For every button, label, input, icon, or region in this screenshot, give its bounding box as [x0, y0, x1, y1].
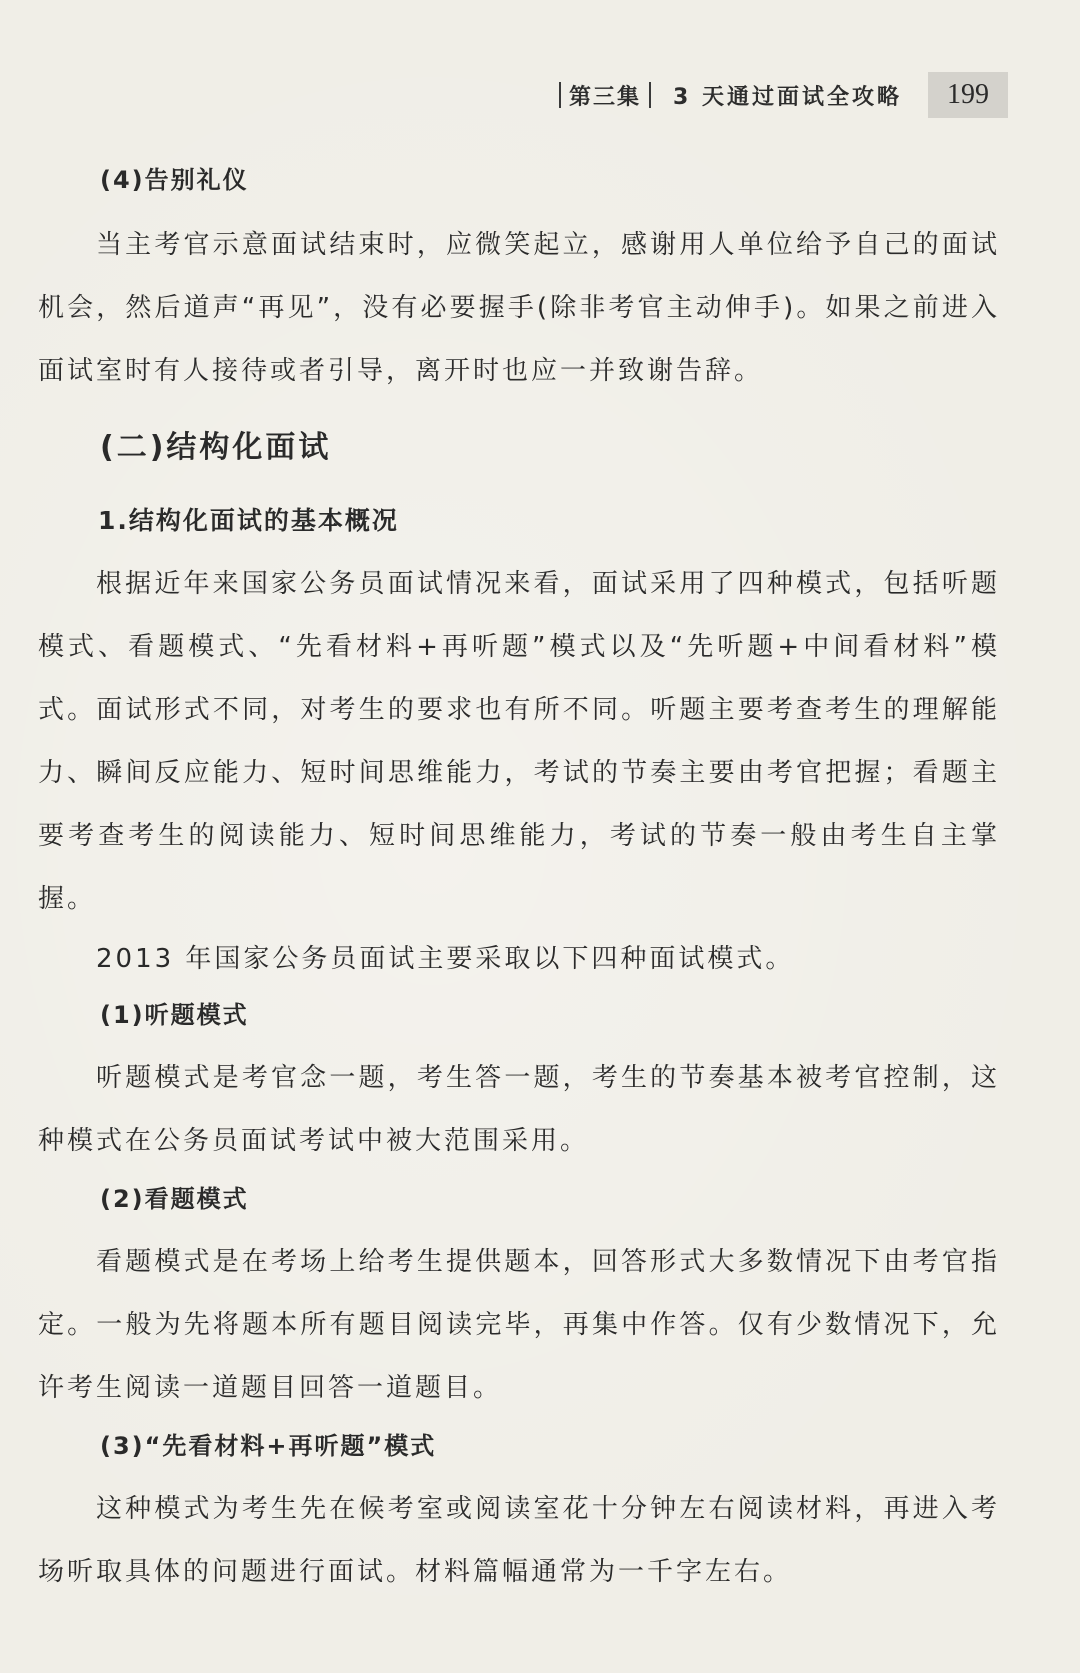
paragraph-year-2013: 2013 年国家公务员面试主要采取以下四种面试模式。	[96, 944, 795, 974]
header-divider	[649, 82, 651, 108]
paragraph-mode-read: 看题模式是在考场上给考生提供题本，回答形式大多数情况下由考官指定。一般为先将题本所有题目阅读完毕，再集中作答。仅有少数情况下，允许考生阅读一道题目回答一道题目。	[38, 1247, 1000, 1403]
chapter-title: 3 天通过面试全攻略	[673, 84, 902, 110]
paragraph-mode-listen: 听题模式是考官念一题，考生答一题，考生的节奏基本被考官控制，这种模式在公务员面试考试中被大范围采用。	[38, 1063, 1000, 1156]
mode-heading-listen: (1)听题模式	[100, 1001, 249, 1029]
part-heading-structured-interview: (二)结构化面试	[100, 430, 332, 465]
page-number: 199	[928, 72, 1008, 118]
running-header	[551, 72, 1008, 118]
mode-heading-read: (2)看题模式	[100, 1185, 249, 1213]
paragraph-farewell: 当主考官示意面试结束时，应微笑起立，感谢用人单位给予自己的面试机会，然后道声“再见”，没有必要握手(除非考官主动伸手)。如果之前进入面试室时有人接待或者引导，离开时也应一并致谢告辞。	[38, 230, 1000, 386]
paragraph-mode-material-then-listen: 这种模式为考生先在候考室或阅读室花十分钟左右阅读材料，再进入考场听取具体的问题进行面试。材料篇幅通常为一千字左右。	[38, 1494, 1000, 1587]
mode-heading-material-then-listen: (3)“先看材料+再听题”模式	[100, 1432, 437, 1460]
header-divider	[559, 82, 561, 108]
section-heading-farewell: (4)告别礼仪	[100, 166, 249, 194]
page-body	[38, 160, 1000, 1604]
series-label: 第三集	[569, 84, 642, 110]
paragraph-overview: 根据近年来国家公务员面试情况来看，面试采用了四种模式，包括听题模式、看题模式、“先看材料+再听题”模式以及“先听题+中间看材料”模式。面试形式不同，对考生的要求也有所不同。听题主要考查考生的理解能力、瞬间反应能力、短时间思维能力，考试的节奏主要由考官把握；看题主要考查考生的阅读能力、短时间思维能力，考试的节奏一般由考生自主掌握。	[38, 569, 1000, 914]
sub-heading-overview: 1.结构化面试的基本概况	[98, 506, 399, 535]
